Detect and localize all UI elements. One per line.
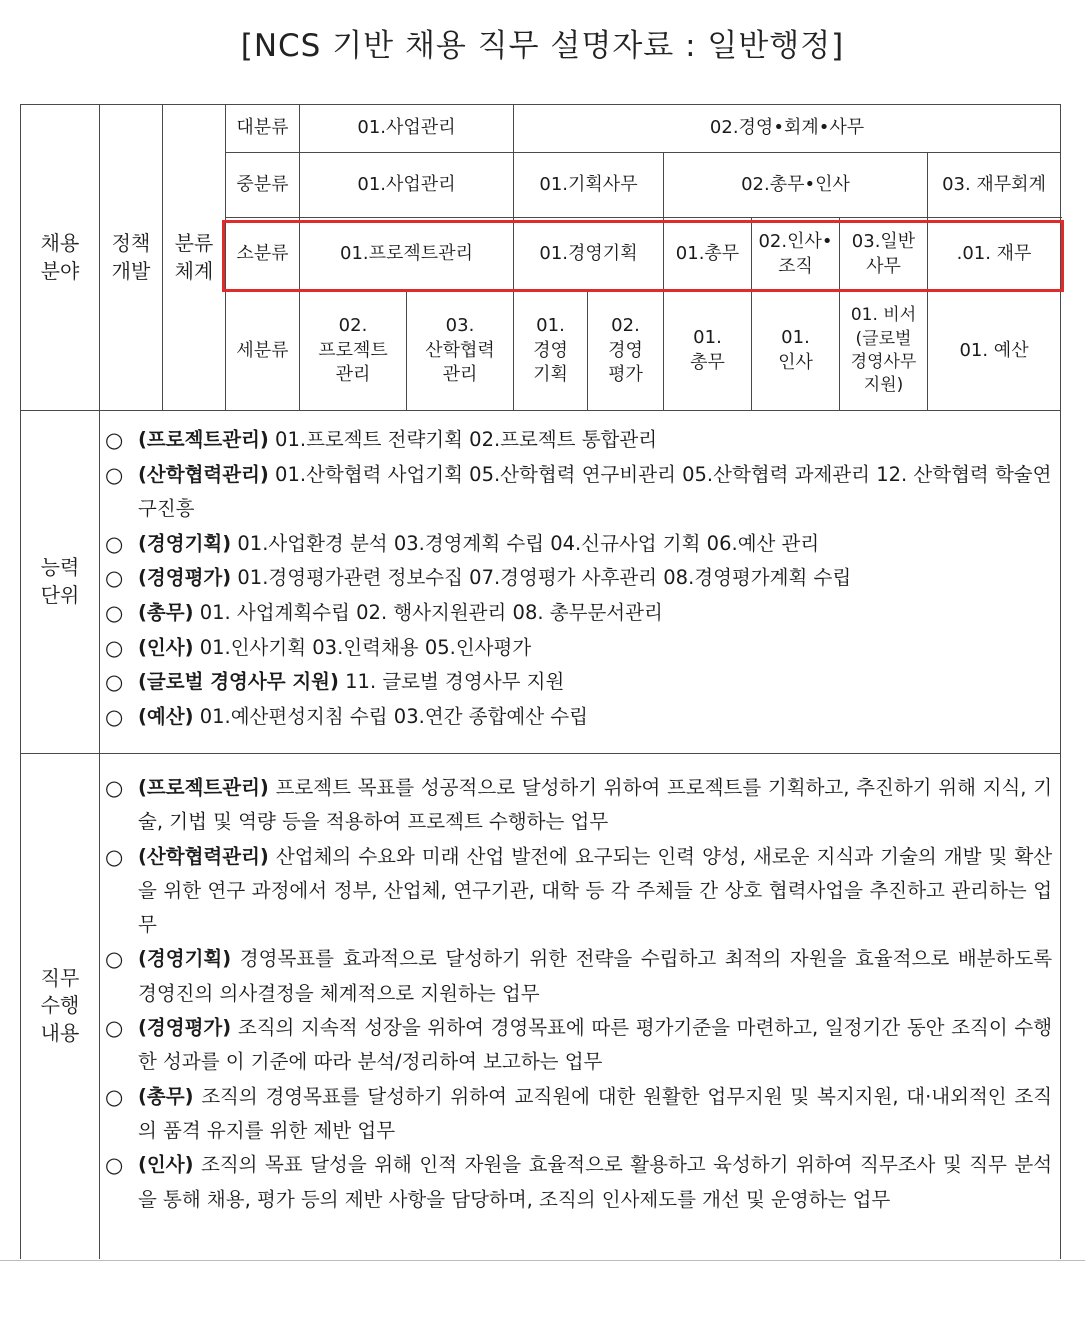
minor-category-cell: 01.총무 — [664, 218, 752, 292]
competency-item — [100, 423, 1060, 458]
document-title: [NCS 기반 채용 직무 설명자료 : 일반행정] — [240, 28, 845, 64]
circle-bullet-icon: ○ — [105, 531, 124, 556]
item-keyword: (산학협력관리) — [138, 844, 269, 868]
competency-item — [100, 700, 1060, 735]
duty-item — [100, 840, 1060, 943]
minor-category-cell: 01.경영기획 — [514, 218, 664, 292]
competency-unit-content — [100, 411, 1061, 754]
policy-dev-label: 정책 개발 — [100, 105, 163, 411]
item-keyword: (산학협력관리) — [138, 462, 269, 486]
middle-category-cell: 03. 재무회계 — [928, 153, 1061, 218]
minor-category-cell: 03.일반 사무 — [840, 218, 928, 292]
item-text: 산업체의 수요와 미래 산업 발전에 요구되는 인력 양성, 새로운 지식과 기술의 개발 및 확산을 위한 연구 과정에서 정부, 산업체, 연구기관, 대학 등 각 주체들 간 상호 협력사업을 추진하고 관리하는 업무 — [138, 844, 1053, 937]
detail-category-cell: 01. 비서 (글로벌 경영사무 지원) — [840, 292, 928, 411]
detail-category-cell: 02. 프로젝트 관리 — [300, 292, 407, 411]
competency-item — [100, 527, 1060, 562]
competency-item — [100, 631, 1060, 666]
item-text: 경영목표를 효과적으로 달성하기 위한 전략을 수립하고 최적의 자원을 효율적으로 배분하도록 경영진의 의사결정을 체계적으로 지원하는 업무 — [138, 947, 1053, 1005]
duty-item — [100, 1080, 1060, 1149]
competency-unit-label: 능력 단위 — [21, 411, 100, 754]
item-text: 01. 사업계획수립 02. 행사지원관리 08. 총무문서관리 — [193, 600, 663, 624]
major-category-cell: 02.경영•회계•사무 — [514, 105, 1061, 153]
middle-category-label: 중분류 — [226, 153, 300, 218]
duty-description-label: 직무 수행 내용 — [21, 754, 100, 1259]
item-keyword: (경영평가) — [138, 1016, 232, 1040]
recruit-field-label: 채용 분야 — [21, 105, 100, 411]
item-text: 조직의 목표 달성을 위해 인적 자원을 효율적으로 활용하고 육성하기 위하여 직무조사 및 직무 분석을 통해 채용, 평가 등의 제반 사항을 담당하며, 조직의 인사제도를 개선 및 운영하는 업무 — [138, 1153, 1053, 1211]
page-bottom-edge — [0, 1260, 1085, 1261]
item-keyword: (프로젝트관리) — [138, 776, 269, 799]
duty-item — [100, 942, 1060, 1011]
major-category-label: 대분류 — [226, 105, 300, 153]
duty-list — [100, 771, 1060, 1217]
job-description-table — [20, 104, 1061, 1259]
circle-bullet-icon: ○ — [105, 844, 124, 869]
competency-item — [100, 596, 1060, 631]
detail-category-cell: 03. 산학협력 관리 — [407, 292, 514, 411]
detail-category-cell: 01. 인사 — [752, 292, 840, 411]
major-category-cell: 01.사업관리 — [300, 105, 514, 153]
item-text: 01.예산편성지침 수립 03.연간 종합예산 수립 — [193, 704, 588, 728]
minor-category-cell: 02.인사• 조직 — [752, 218, 840, 292]
item-text: 01.사업환경 분석 03.경영계획 수립 04.신규사업 기획 06.예산 관리 — [231, 531, 820, 555]
item-keyword: (예산) — [138, 704, 194, 728]
detail-category-cell: 01. 예산 — [928, 292, 1061, 411]
circle-bullet-icon: ○ — [105, 1016, 124, 1041]
circle-bullet-icon: ○ — [105, 566, 124, 591]
competency-item — [100, 458, 1060, 527]
item-text: 01.경영평가관련 정보수집 07.경영평가 사후관리 08.경영평가계획 수립 — [231, 566, 852, 590]
duty-item — [100, 1148, 1060, 1217]
middle-category-cell: 02.총무•인사 — [664, 153, 928, 218]
detail-category-label: 세분류 — [226, 292, 300, 411]
circle-bullet-icon: ○ — [105, 776, 124, 800]
duty-item — [100, 771, 1060, 840]
item-keyword: (경영평가) — [138, 566, 232, 590]
item-text: 01.산학협력 사업기획 05.산학협력 연구비관리 05.산학협력 과제관리 12. 산학협력 학술연구진흥 — [138, 462, 1052, 521]
item-keyword: (글로벌 경영사무 지원) — [138, 670, 339, 694]
item-text: 조직의 지속적 성장을 위하여 경영목표에 따른 평가기준을 마련하고, 일정기간 동안 조직이 수행한 성과를 이 기준에 따라 분석/정리하여 보고하는 업무 — [138, 1016, 1053, 1074]
circle-bullet-icon: ○ — [105, 635, 124, 660]
circle-bullet-icon: ○ — [105, 428, 124, 452]
item-text: 01.인사기획 03.인력채용 05.인사평가 — [193, 635, 532, 659]
item-text: 프로젝트 목표를 성공적으로 달성하기 위하여 프로젝트를 기획하고, 추진하기 위해 지식, 기술, 기법 및 역량 등을 적용하여 프로젝트 수행하는 업무 — [138, 776, 1053, 834]
detail-category-cell: 02. 경영 평가 — [588, 292, 664, 411]
detail-category-cell: 01. 총무 — [664, 292, 752, 411]
item-keyword: (총무) — [138, 600, 194, 624]
competency-item — [100, 561, 1060, 596]
middle-category-cell: 01.기획사무 — [514, 153, 664, 218]
circle-bullet-icon: ○ — [105, 1084, 124, 1109]
circle-bullet-icon: ○ — [105, 462, 124, 487]
competency-item — [100, 665, 1060, 700]
detail-category-cell: 01. 경영 기획 — [514, 292, 588, 411]
minor-category-label: 소분류 — [226, 218, 300, 292]
duty-item — [100, 1011, 1060, 1080]
item-keyword: (총무) — [138, 1084, 194, 1108]
minor-category-cell: 01.프로젝트관리 — [300, 218, 514, 292]
minor-category-cell: .01. 재무 — [928, 218, 1061, 292]
competency-list — [100, 423, 1060, 734]
item-keyword: (경영기획) — [138, 531, 232, 555]
duty-description-content — [100, 754, 1061, 1259]
item-text: 11. 글로벌 경영사무 지원 — [338, 670, 565, 694]
item-text: 조직의 경영목표를 달성하기 위하여 교직원에 대한 원활한 업무지원 및 복지지원, 대·내외적인 조직의 품격 유지를 위한 제반 업무 — [138, 1084, 1053, 1142]
circle-bullet-icon: ○ — [105, 600, 124, 625]
item-keyword: (인사) — [138, 635, 194, 659]
circle-bullet-icon: ○ — [105, 704, 124, 729]
middle-category-cell: 01.사업관리 — [300, 153, 514, 218]
class-system-label: 분류 체계 — [163, 105, 226, 411]
circle-bullet-icon: ○ — [105, 670, 124, 695]
item-keyword: (프로젝트관리) — [138, 428, 269, 451]
circle-bullet-icon: ○ — [105, 1153, 124, 1178]
item-keyword: (인사) — [138, 1153, 194, 1177]
item-keyword: (경영기획) — [138, 947, 232, 971]
circle-bullet-icon: ○ — [105, 947, 124, 972]
item-text: 01.프로젝트 전략기획 02.프로젝트 통합관리 — [268, 428, 658, 451]
